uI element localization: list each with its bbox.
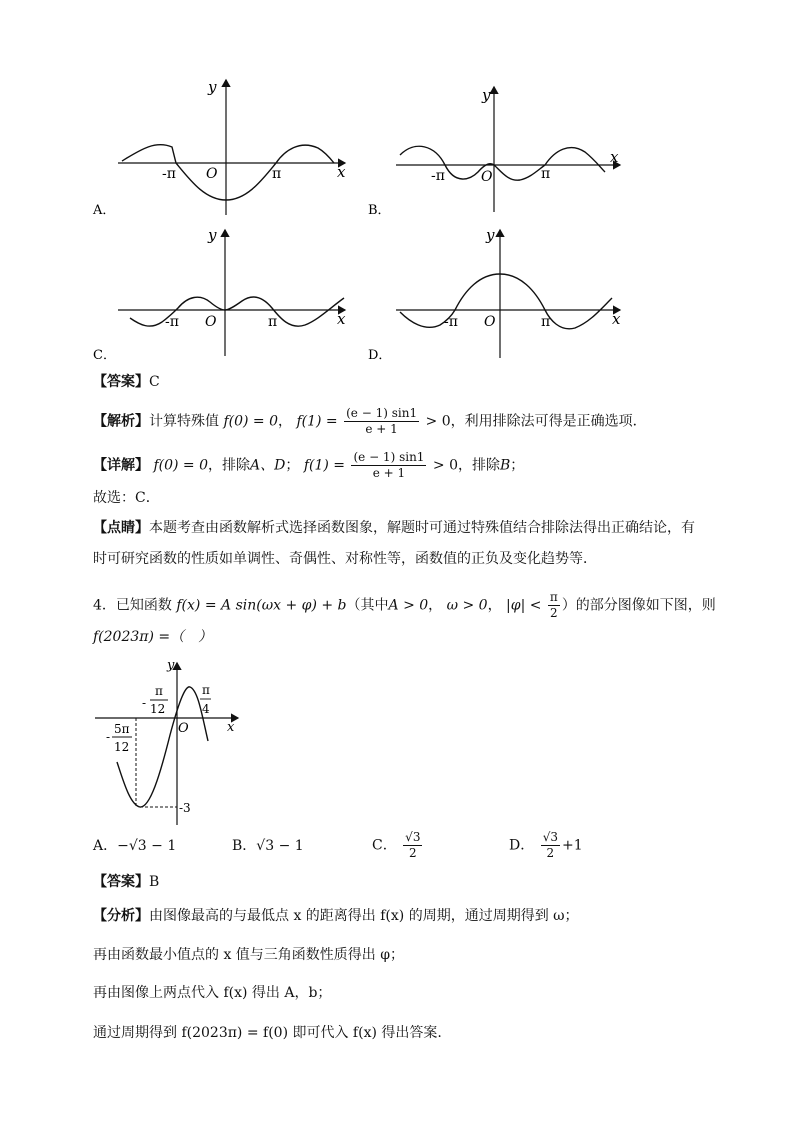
q4-pi-1: π bbox=[155, 684, 163, 698]
graph-d-x: x bbox=[612, 310, 621, 328]
q4-x-label: x bbox=[227, 720, 235, 735]
q3-detail bbox=[93, 450, 524, 481]
q3-detail-ad: A、D bbox=[250, 457, 286, 474]
q4-pi-2: π bbox=[202, 683, 210, 697]
graph-d-y: y bbox=[486, 226, 495, 244]
q4-ask-text: f(2023π) =（ ） bbox=[93, 629, 213, 645]
graph-b-y: y bbox=[482, 86, 491, 104]
q4-minus3: -3 bbox=[179, 801, 191, 815]
graph-a-y: y bbox=[208, 78, 217, 96]
graph-a-label: A． bbox=[93, 203, 116, 218]
q3-analysis-tag: 【解析】 bbox=[93, 413, 149, 430]
graph-d-label: D． bbox=[368, 348, 392, 363]
q4-option-c-label: C． bbox=[372, 837, 397, 854]
q4-option-b-label: B． bbox=[232, 838, 257, 854]
q4-number: 4． bbox=[93, 597, 116, 614]
q4-analysis-2: 再由函数最小值点的 x 值与三角函数性质得出 φ； bbox=[93, 947, 405, 963]
graph-b-pi: π bbox=[541, 166, 551, 182]
q4-analysis-text-1: 由图像最高的与最低点 x 的距离得出 f(x) 的周期，通过周期得到 ω； bbox=[149, 908, 579, 924]
graph-c-label: C． bbox=[93, 348, 116, 363]
graph-c-y: y bbox=[208, 226, 217, 244]
graph-b-origin: O bbox=[481, 169, 493, 185]
q4-twelve-1: 12 bbox=[150, 702, 166, 716]
q3-comment-tag: 【点睛】 bbox=[93, 520, 149, 536]
q4-answer-tag: 【答案】 bbox=[93, 874, 149, 890]
q4-answer-value: B bbox=[149, 874, 160, 890]
q4-option-a[interactable] bbox=[93, 836, 176, 856]
graph-b-label: B． bbox=[368, 203, 391, 218]
q3-detail-fraction bbox=[351, 450, 426, 481]
q3-detail-end: ； bbox=[510, 457, 525, 474]
q4-two: 2 bbox=[550, 606, 558, 620]
q3-comment-2: 时可研究函数的性质如单调性、奇偶性、对称性等，函数值的正负及变化趋势等． bbox=[93, 551, 597, 567]
q3-analysis-b: ，利用排除法可得是正确选项． bbox=[450, 413, 647, 430]
graph-a-x: x bbox=[337, 163, 346, 181]
q4-twelve-2: 12 bbox=[114, 740, 130, 754]
q4-cond-end: ）的部分图像如下图，则 bbox=[561, 597, 716, 614]
q4-option-d-num: √3 bbox=[542, 830, 558, 844]
graph-c-origin: O bbox=[205, 314, 217, 330]
q3-comment-text-1: 本题考查由函数解析式选择函数图象，解题时可通过特殊值结合排除法得出正确结论，有 bbox=[149, 520, 695, 536]
q3-detail-f0: f(0) = 0 bbox=[153, 457, 209, 474]
q4-option-c[interactable] bbox=[372, 830, 424, 861]
q3-gt0: > 0 bbox=[425, 413, 451, 430]
q3-fraction-den: e + 1 bbox=[365, 422, 398, 436]
q4-option-c-den: 2 bbox=[408, 846, 417, 860]
q4-option-d-tail: +1 bbox=[561, 837, 583, 854]
graph-c-x: x bbox=[337, 310, 346, 328]
q3-choose: 故选：C． bbox=[93, 490, 160, 506]
q3-comment-1 bbox=[93, 518, 695, 538]
q4-fivepi: 5π bbox=[114, 722, 130, 736]
graph-d bbox=[93, 226, 621, 363]
graph-b-negpi: -π bbox=[431, 168, 445, 184]
graph-c bbox=[118, 226, 346, 356]
q3-analysis: 【解析】计算特殊值 f(0) = 0， f(1) = $\frac{(e - 1) \sin 1}{e + 1}$ > 0，利用排除法可得是正确选项． bbox=[93, 406, 647, 436]
graph-b-x: x bbox=[610, 148, 619, 166]
q4-cond-w: ω > 0 bbox=[446, 597, 488, 614]
q4-stem: 4．已知函数 f(x) = A sin(ωx + φ) + b（其中A > 0， ω > 0， |φ| < $\frac{\pi}{2}$ ）的部分图像如下图，则 bbox=[93, 590, 716, 620]
q4-neg1: - bbox=[142, 696, 147, 710]
q4-option-c-num: √3 bbox=[405, 830, 421, 844]
graph-c-pi: π bbox=[268, 314, 278, 330]
q3-answer-value: C bbox=[149, 374, 160, 390]
q4-option-d-den: 2 bbox=[546, 846, 555, 860]
graph-d-origin: O bbox=[484, 314, 496, 330]
q3-detail-gt0: > 0 bbox=[432, 457, 458, 474]
q4-option-d-label: D． bbox=[509, 837, 535, 854]
q4-cond-phi: |φ| < bbox=[506, 597, 542, 614]
option-graphs bbox=[0, 0, 794, 370]
q3-f0: f(0) = 0 bbox=[223, 413, 279, 430]
q4-pi-over-2 bbox=[548, 590, 560, 621]
q4-analysis-3: 再由图像上两点代入 f(x) 得出 A，b； bbox=[93, 985, 332, 1001]
q3-detail-f1: f(1) = bbox=[303, 457, 346, 474]
q4-analysis-tag: 【分析】 bbox=[93, 908, 149, 924]
graph-d-pi: π bbox=[541, 314, 551, 330]
q3-detail-c: ，排除 bbox=[457, 457, 500, 474]
q4-lead: 已知函数 bbox=[115, 597, 172, 614]
q4-pi: π bbox=[549, 590, 558, 604]
graph-c-negpi: -π bbox=[165, 314, 179, 330]
q4-neg2: - bbox=[106, 730, 111, 744]
q4-y-label: y bbox=[167, 658, 175, 673]
q3-fraction bbox=[344, 406, 419, 437]
q3-detail-bb: B bbox=[499, 457, 511, 474]
graph-b bbox=[92, 86, 620, 218]
q4-func: f(x) = A sin(ωx + φ) + b bbox=[176, 597, 347, 614]
q4-option-a-value: −√3 − 1 bbox=[117, 838, 177, 854]
q4-cond-a: （其中 bbox=[346, 597, 389, 614]
graph-d-negpi: -π bbox=[444, 314, 458, 330]
q3-answer bbox=[93, 372, 160, 392]
graph-a-negpi: -π bbox=[162, 166, 176, 182]
q4-ask bbox=[93, 627, 212, 647]
q4-four: 4 bbox=[202, 702, 210, 716]
q4-analysis-1 bbox=[93, 906, 579, 926]
q3-detail-a: ，排除 bbox=[208, 457, 251, 474]
q4-answer bbox=[93, 872, 159, 892]
graph-a-origin: O bbox=[206, 166, 218, 182]
q4-analysis-4: 通过周期得到 f(2023π) = f(0) 即可代入 f(x) 得出答案. bbox=[93, 1025, 442, 1041]
q4-option-d-frac bbox=[541, 830, 560, 861]
q3-detail-tag: 【详解】 bbox=[93, 457, 149, 474]
q3-detail-b: ； bbox=[285, 457, 300, 474]
graph-a-pi: π bbox=[272, 166, 282, 182]
q4-option-b-value: √3 − 1 bbox=[256, 838, 304, 854]
q4-option-d[interactable] bbox=[509, 830, 583, 861]
q4-option-b[interactable] bbox=[232, 836, 304, 856]
q4-cond-A: A > 0 bbox=[388, 597, 429, 614]
q4-option-c-frac bbox=[403, 830, 422, 861]
q3-answer-tag: 【答案】 bbox=[93, 374, 149, 390]
q3-analysis-a: 计算特殊值 bbox=[149, 413, 219, 430]
q4-origin: O bbox=[178, 721, 189, 736]
q3-detail-den: e + 1 bbox=[372, 466, 406, 480]
q4-graph bbox=[90, 655, 250, 830]
q3-detail-num: (e − 1) sin1 bbox=[353, 450, 425, 464]
q4-option-a-label: A． bbox=[93, 838, 118, 854]
graph-a bbox=[118, 78, 346, 215]
q3-f1: f(1) = bbox=[296, 413, 338, 430]
q3-fraction-num: (e − 1) sin1 bbox=[346, 406, 418, 420]
